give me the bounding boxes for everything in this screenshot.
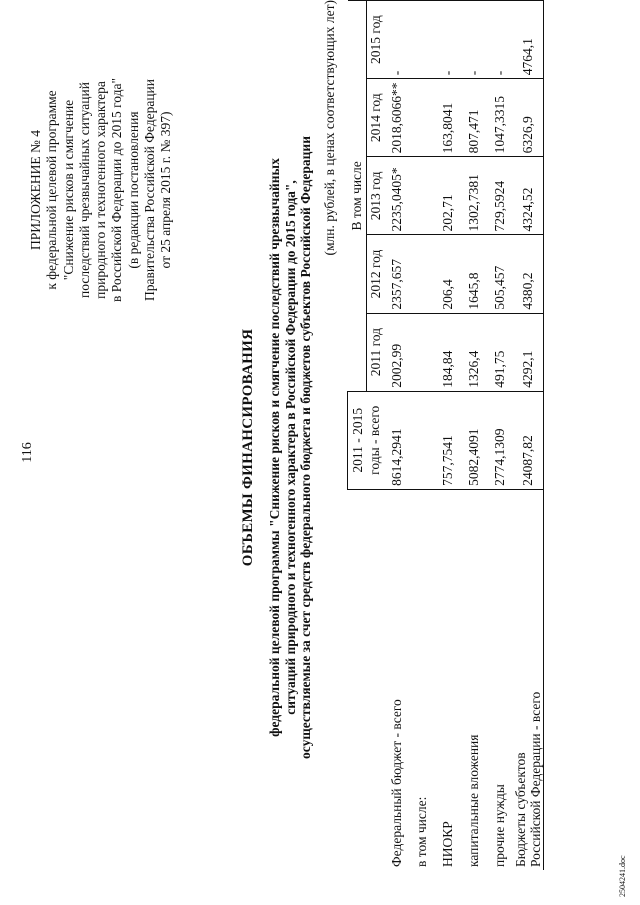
year-value-cell: 4764,1 bbox=[513, 1, 544, 79]
year-value-cell: 1645,8 bbox=[461, 235, 487, 313]
appendix-line: в Российской Федерации до 2015 года" bbox=[109, 77, 125, 303]
appendix-line: к федеральной целевой программе bbox=[44, 90, 60, 290]
row-label-line: Бюджеты субъектов bbox=[512, 752, 528, 867]
table-body bbox=[385, 1, 544, 871]
table-row bbox=[513, 1, 544, 871]
row-label bbox=[487, 489, 513, 870]
appendix-line: природного и техногенного характера bbox=[93, 81, 109, 299]
year-value-cell: 202,71 bbox=[435, 157, 461, 235]
year-value-cell bbox=[409, 157, 435, 235]
year-value-cell bbox=[409, 1, 435, 79]
table-row bbox=[435, 1, 461, 871]
row-label bbox=[435, 489, 461, 870]
year-value-cell: - bbox=[385, 1, 409, 79]
appendix-line: ПРИЛОЖЕНИЕ № 4 bbox=[28, 129, 43, 251]
row-label bbox=[513, 489, 544, 870]
year-value-cell: 2357,657 bbox=[385, 235, 409, 313]
year-value-cell bbox=[409, 79, 435, 157]
year-value-cell: - bbox=[435, 1, 461, 79]
row-label-line: НИОКР bbox=[439, 821, 455, 867]
total-value-cell: 2774,1309 bbox=[487, 391, 513, 489]
total-header bbox=[348, 391, 385, 489]
subheader-in-total: В том числе bbox=[348, 1, 367, 392]
subtitle-line: ситуаций природного и техногенного характера в Российской Федерации до 2015 года", bbox=[282, 180, 298, 715]
page-number: 116 bbox=[20, 442, 35, 463]
funding-table bbox=[347, 0, 544, 870]
total-value-cell: 757,7541 bbox=[435, 391, 461, 489]
year-value-cell: 2002,99 bbox=[385, 313, 409, 391]
document-subtitle bbox=[267, 40, 314, 855]
total-value-cell: 24087,82 bbox=[513, 391, 544, 489]
year-value-cell: 505,457 bbox=[487, 235, 513, 313]
table-row bbox=[461, 1, 487, 871]
row-label-line: Российской Федерации - всего bbox=[527, 691, 543, 867]
row-label bbox=[461, 489, 487, 870]
row-label-line: Федеральный бюджет - всего bbox=[388, 699, 404, 867]
year-value-cell: 1326,4 bbox=[461, 313, 487, 391]
year-value-cell: 807,471 bbox=[461, 79, 487, 157]
year-header: 2011 год bbox=[366, 313, 385, 391]
year-value-cell: 1047,3315 bbox=[487, 79, 513, 157]
year-header: 2013 год bbox=[366, 157, 385, 235]
label-header-cell bbox=[366, 489, 385, 870]
table-row bbox=[385, 1, 409, 871]
label-header-cell bbox=[348, 489, 367, 870]
year-value-cell: 4292,1 bbox=[513, 313, 544, 391]
year-value-cell: 184,84 bbox=[435, 313, 461, 391]
year-value-cell: 2018,6066** bbox=[385, 79, 409, 157]
document-title: ОБЪЕМЫ ФИНАНСИРОВАНИЯ bbox=[240, 328, 256, 567]
appendix-header bbox=[28, 0, 175, 380]
total-value-cell: 5082,4091 bbox=[461, 391, 487, 489]
appendix-line: Правительства Российской Федерации bbox=[142, 79, 158, 301]
appendix-line: (в редакции постановления bbox=[125, 111, 141, 269]
year-value-cell: - bbox=[461, 1, 487, 79]
title-block bbox=[240, 40, 314, 855]
year-value-cell: 6326,9 bbox=[513, 79, 544, 157]
row-label-line: в том числе: bbox=[413, 796, 429, 867]
year-value-cell: 4380,2 bbox=[513, 235, 544, 313]
units-note: (млн. рублей, в ценах соответствующих лет) bbox=[322, 0, 337, 256]
year-value-cell: 163,8041 bbox=[435, 79, 461, 157]
year-value-cell: 4324,52 bbox=[513, 157, 544, 235]
total-value-cell: 8614,2941 bbox=[385, 391, 409, 489]
footer-file-reference: 2504241.doc bbox=[618, 855, 627, 897]
row-label-line: прочие нужды bbox=[491, 784, 507, 867]
year-value-cell bbox=[409, 235, 435, 313]
row-label bbox=[385, 489, 409, 870]
appendix-line: последствий чрезвычайных ситуаций bbox=[76, 82, 92, 298]
subtitle-line: осуществляемые за счет средств федерального бюджета и бюджетов субъектов Российской Федерации bbox=[298, 136, 313, 759]
year-header: 2015 год bbox=[366, 1, 385, 79]
year-header: 2014 год bbox=[366, 79, 385, 157]
row-label-line: капитальные вложения bbox=[465, 734, 481, 867]
row-label bbox=[409, 489, 435, 870]
year-value-cell: 1302,7381 bbox=[461, 157, 487, 235]
total-header-line: 2011 - 2015 bbox=[350, 407, 366, 473]
subtitle-line: федеральной целевой программы "Снижение рисков и смягчение последствий чрезвычайных bbox=[267, 158, 282, 737]
appendix-line: от 25 апреля 2015 г. № 397) bbox=[158, 111, 174, 269]
year-value-cell: 491,75 bbox=[487, 313, 513, 391]
total-value-cell bbox=[409, 391, 435, 489]
year-value-cell: 206,4 bbox=[435, 235, 461, 313]
table-row bbox=[409, 1, 435, 871]
table-row bbox=[487, 1, 513, 871]
year-value-cell: - bbox=[487, 1, 513, 79]
year-value-cell: 729,5924 bbox=[487, 157, 513, 235]
total-header-line: годы - всего bbox=[367, 405, 383, 475]
year-value-cell: 2235,0405* bbox=[385, 157, 409, 235]
year-header: 2012 год bbox=[366, 235, 385, 313]
appendix-line: "Снижение рисков и смягчение bbox=[60, 99, 76, 281]
year-value-cell bbox=[409, 313, 435, 391]
